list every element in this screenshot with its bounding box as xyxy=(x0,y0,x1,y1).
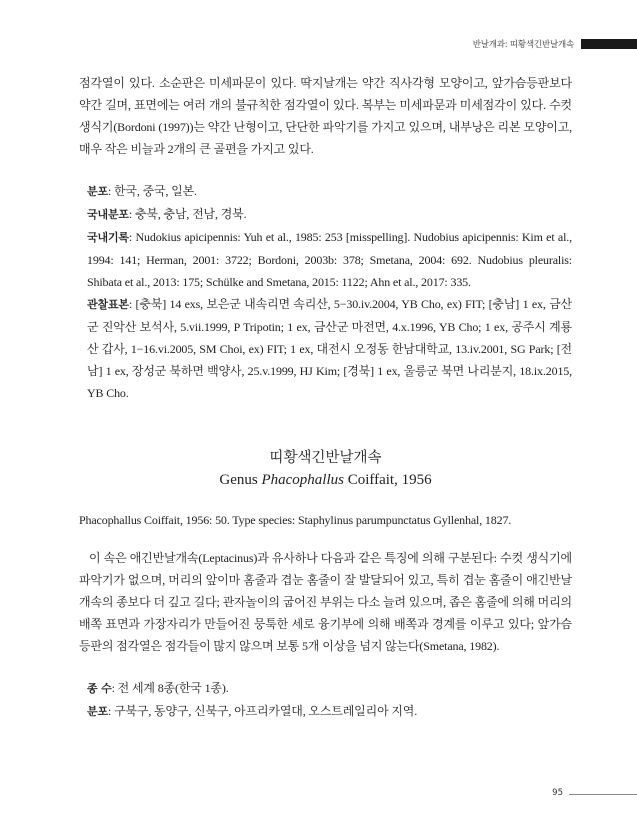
distribution-label: 분포 xyxy=(87,185,108,198)
korean-distribution-text: : 충북, 충남, 전남, 경북. xyxy=(128,207,247,221)
species-count-line xyxy=(79,677,572,700)
genus-title-latin: Genus Phacophallus Coiffait, 1956 xyxy=(219,472,432,488)
specimens-line xyxy=(79,293,572,404)
korean-records-label: 국내기록 xyxy=(87,231,129,244)
running-title: 반날개과: 띠황색긴반날개속 xyxy=(472,40,574,50)
genus-synonym: Phacophallus Coiffait, 1956: 50. Type species: Staphylinus parumpunctatus Gyllenhal, 1827. xyxy=(79,513,512,527)
page-number: 95 xyxy=(552,788,563,798)
page-body xyxy=(79,72,572,723)
korean-distribution-label: 국내분포 xyxy=(87,208,129,221)
footer-rule xyxy=(569,794,637,795)
genus-distribution-text: : 구북구, 동양구, 신북구, 아프리카열대, 오스트레일리아 지역. xyxy=(107,704,418,718)
korean-distribution-line xyxy=(79,203,572,226)
distribution-line xyxy=(79,180,572,203)
distribution-text: : 한국, 중국, 일본. xyxy=(107,184,197,198)
genus-heading xyxy=(79,447,572,491)
description-paragraph: 점각열이 있다. 소순판은 미세파문이 있다. 딱지날개는 약간 직사각형 모양이고, 앞가슴등판보다 약간 길며, 표면에는 여러 개의 불규칙한 점각열이 있다. 복부는 미세파문과 미세점각이 있다. 수컷 생식기(Bordoni (1997))는 약간 난형이고, 단단한 파악기를 가지고 있으며, 내부낭은 리본 모양이고, 매우 작은 비늘과 2개의 큰 골편을 가지고 있다. xyxy=(79,76,572,156)
species-count-text: : 전 세계 8종(한국 1종). xyxy=(111,681,229,695)
specimens-label: 관찰표본 xyxy=(87,298,129,311)
header-bar xyxy=(581,39,637,49)
korean-records-line xyxy=(79,226,572,293)
specimens-text: : [충북] 14 exs, 보은군 내속리면 속리산, 5−30.iv.2004, YB Cho, ex) FIT; [충남] 1 ex, 금산군 진악산 보석사, 5.vii.1999, P Tripotin; 1 ex, 금산군 마전면, 4.x.1996, YB Cho; 1 ex, 공주시 계룡산 갑사, 1−16.vi.2005, SM Choi, ex) FIT; 1 ex, 대전시 오정동 한남대학교, 13.iv.2001, SG Park; [전남] 1 ex, 장성군 북하면 백양사, 25.v.1999, HJ Kim; [경북] 1 ex, 울릉군 북면 나리분지, 18.ix.2015, YB Cho. xyxy=(87,297,572,400)
genus-description: 이 속은 애긴반날개속(Leptacinus)과 유사하나 다음과 같은 특징에 의해 구분된다: 수컷 생식기에 파악기가 없으며, 머리의 앞이마 홈줄과 겹눈 홈줄이 잘 발달되어 있고, 특히 겹눈 홈줄이 애긴반날개속의 종보다 더 깊고 길다; 관자놀이의 굽어진 부위는 다소 늘려 있으며, 좁은 홈줄에 의해 머리의 배쪽 표면과 가장자리가 만들어진 뭉툭한 세로 융기부에 의해 배쪽과 경계를 이루고 있다; 앞가슴등판의 점각열은 점각들이 많지 않으며 보통 5개 이상을 넘지 않는다(Smetana, 1982). xyxy=(79,551,572,653)
korean-records-text: : Nudokius apicipennis: Yuh et al., 1985: 253 [misspelling]. Nudobius apicipennis: Kim et al., 1994: 141; Herman, 2001: 3722; Bordoni, 2003b: 378; Smetana, 2004: 692. Nudobius pleuralis: Shibata et al., 2013: 175; Schülke and Smetana, 2015: 1122; Ahn et al., 2017: 335. xyxy=(87,230,572,289)
genus-distribution-label: 분포 xyxy=(87,705,108,718)
running-header xyxy=(473,37,637,51)
genus-title-korean: 띠황색긴반날개속 xyxy=(269,450,382,466)
species-count-label: 종 수 xyxy=(87,682,112,695)
genus-distribution-line xyxy=(79,700,572,723)
